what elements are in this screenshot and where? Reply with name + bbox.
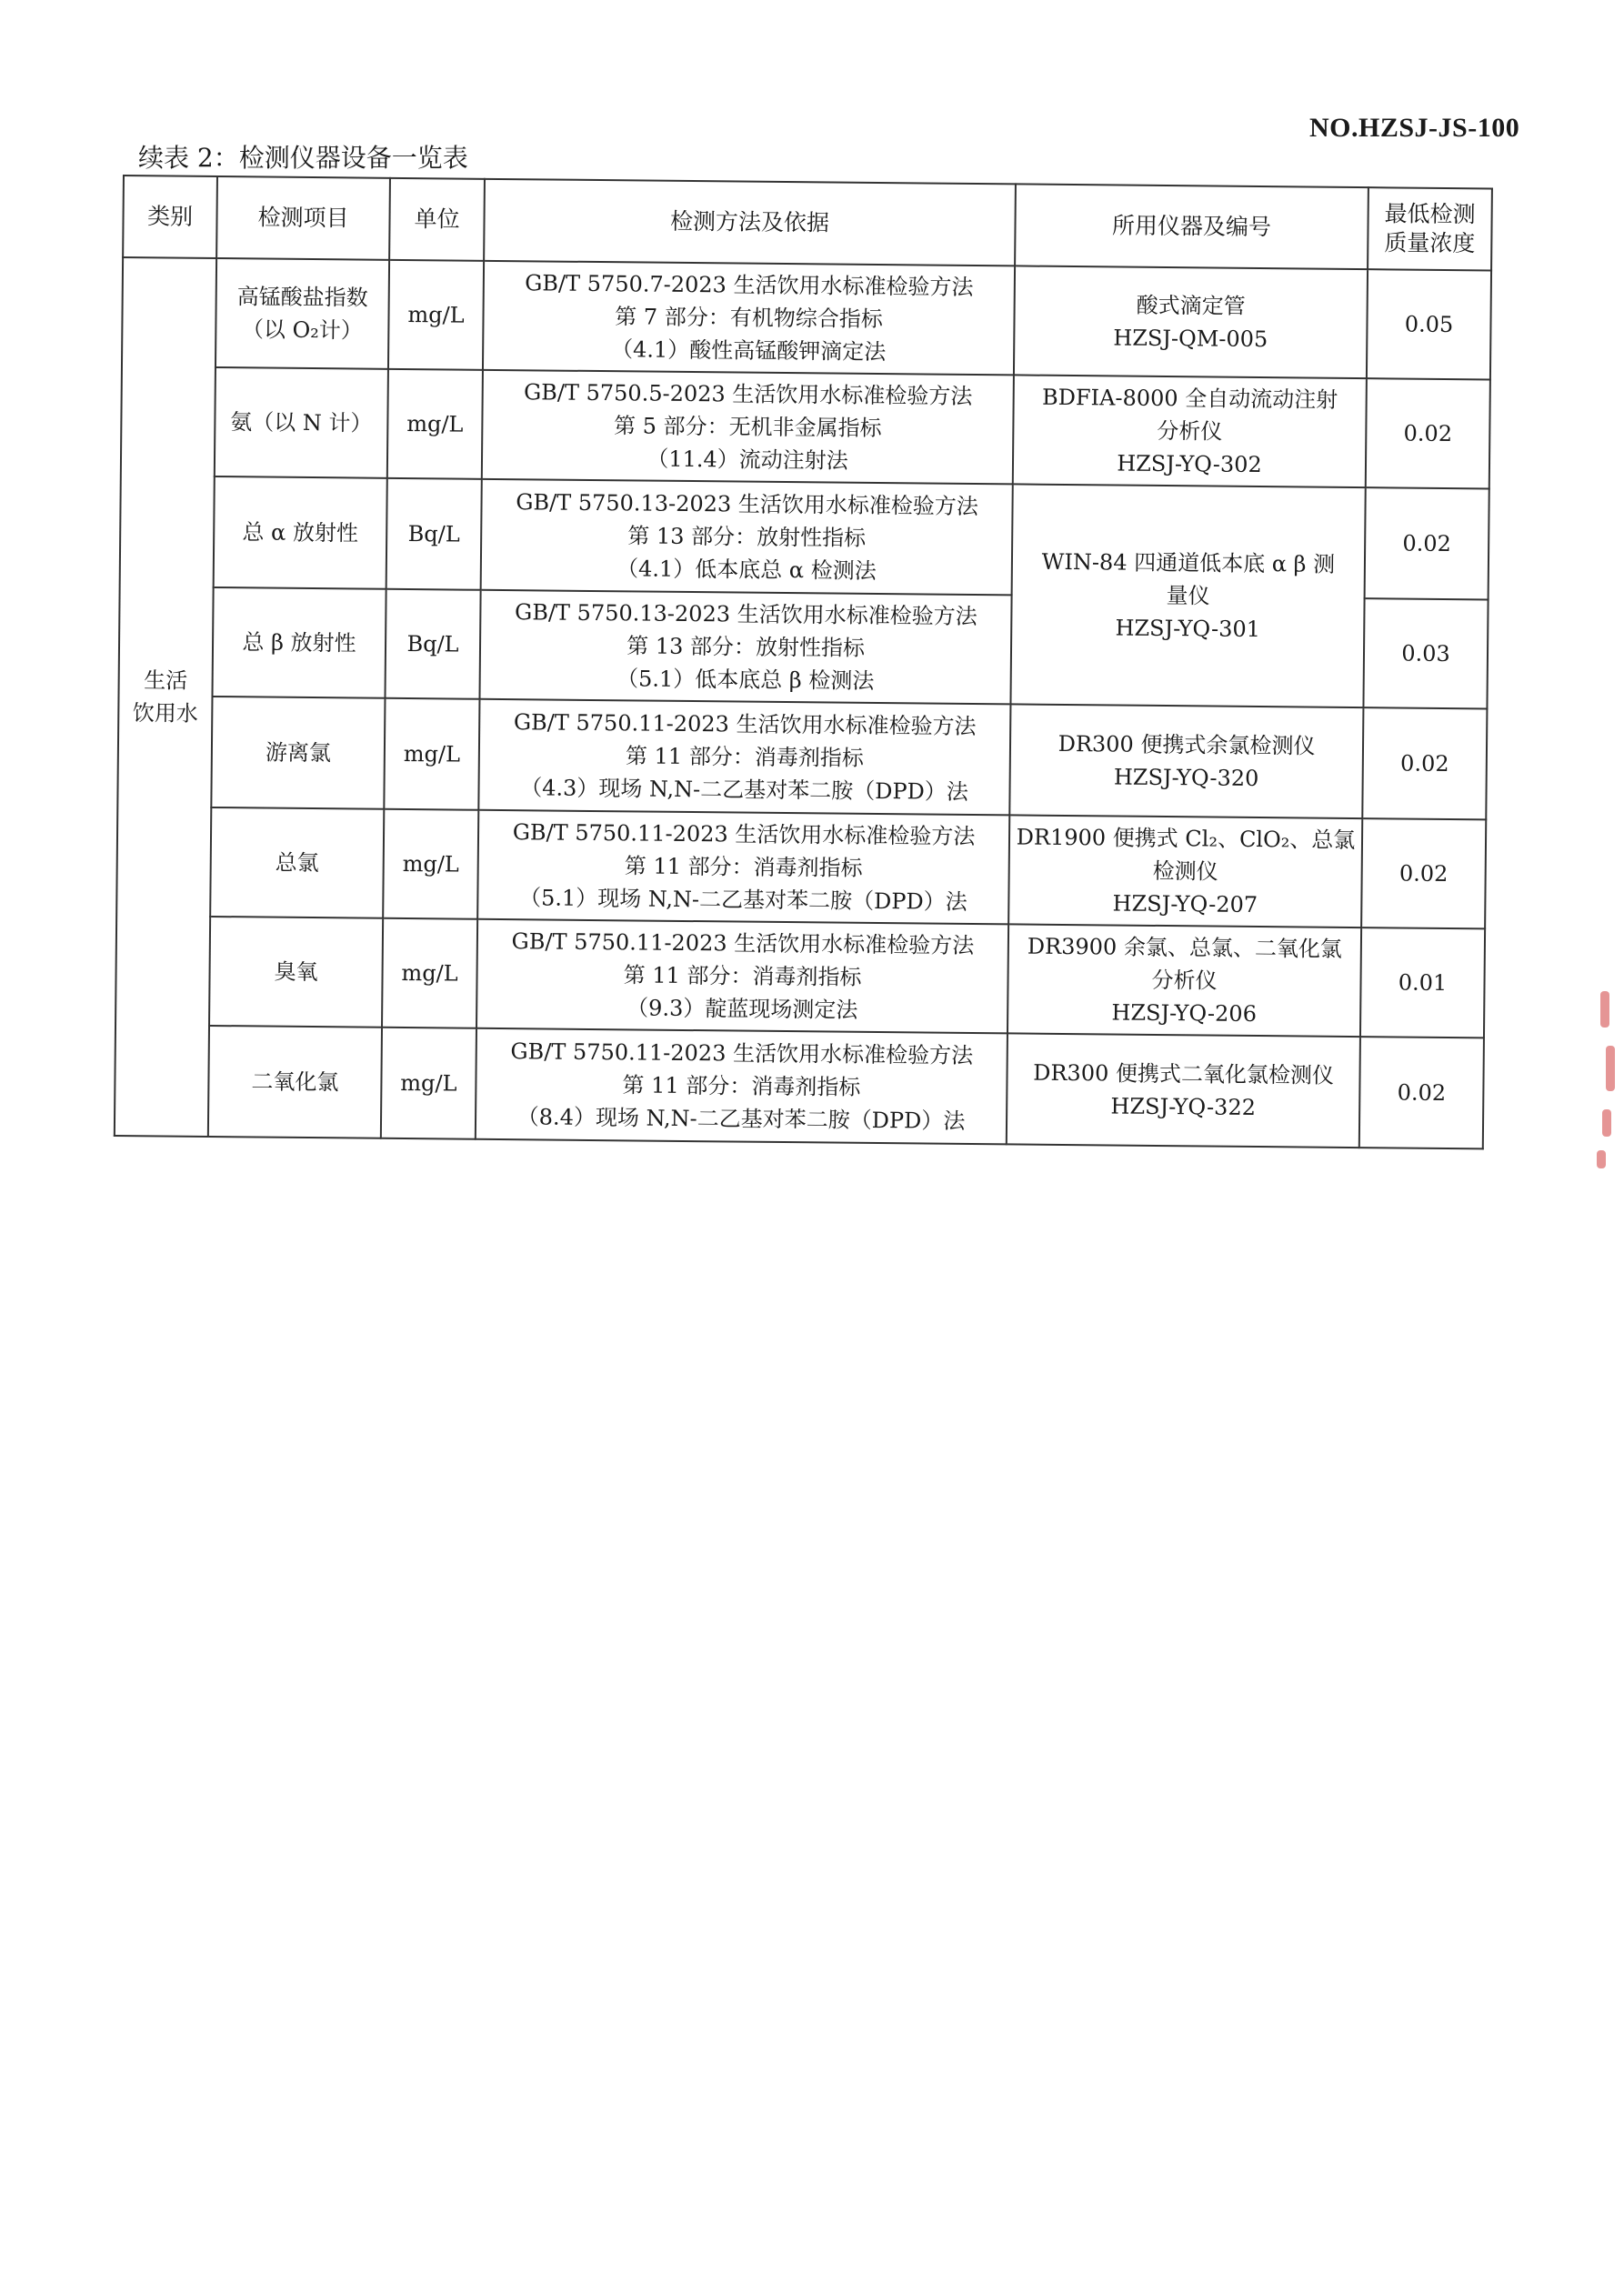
table-header-row xyxy=(123,175,1492,270)
item-line: 氨（以 N 计） xyxy=(230,409,373,436)
item-line: 高锰酸盐指数 xyxy=(236,284,368,311)
category-line: 饮用水 xyxy=(132,700,198,727)
method-line: 第 11 部分：消毒剂指标 xyxy=(624,853,863,881)
instrument-line: DR1900 便携式 Cl₂、ClO₂、总氯 xyxy=(1016,824,1356,854)
header-unit: 单位 xyxy=(389,178,485,261)
instrument-line: DR300 便携式余氯检测仪 xyxy=(1058,730,1316,759)
item-line: （以 O₂计） xyxy=(241,316,363,344)
instrument-cell xyxy=(1013,375,1367,487)
seal-stamp-mark xyxy=(1606,1046,1615,1091)
instrument-cell xyxy=(1010,484,1365,707)
method-cell xyxy=(479,590,1011,705)
item-line: 游离氯 xyxy=(265,739,332,767)
table-row xyxy=(122,257,1491,379)
method-cell xyxy=(476,919,1008,1034)
header-item: 检测项目 xyxy=(216,176,390,260)
method-cell xyxy=(482,370,1014,485)
instrument-line: HZSJ-YQ-302 xyxy=(1117,450,1262,478)
instrument-line: 酸式滴定管 xyxy=(1136,292,1246,319)
instrument-cell xyxy=(1014,266,1368,378)
seal-stamp-mark xyxy=(1600,991,1609,1028)
table-row xyxy=(115,916,1485,1038)
unit-cell: mg/L xyxy=(388,260,484,370)
item-line: 二氧化氯 xyxy=(251,1068,339,1096)
method-line: 第 5 部分：无机非金属指标 xyxy=(613,413,882,442)
unit-cell: Bq/L xyxy=(385,589,480,699)
instrument-line: BDFIA-8000 全自动流动注射 xyxy=(1041,384,1338,413)
instrument-line: HZSJ-YQ-322 xyxy=(1110,1093,1257,1121)
seal-stamp-fragment xyxy=(1593,982,1620,1173)
item-line: 总 α 放射性 xyxy=(242,519,359,546)
method-line: GB/T 5750.11-2023 生活饮用水标准检验方法 xyxy=(512,819,976,850)
instrument-cell xyxy=(1009,704,1363,818)
instrument-line: WIN-84 四通道低本底 α β 测 xyxy=(1041,548,1336,577)
header-min-conc xyxy=(1368,187,1492,270)
min-conc-cell: 0.02 xyxy=(1362,707,1487,819)
header-min-conc-line: 最低检测 xyxy=(1384,200,1476,228)
header-instrument: 所用仪器及编号 xyxy=(1015,184,1368,269)
method-cell xyxy=(476,1028,1007,1145)
min-conc-cell: 0.02 xyxy=(1361,818,1486,928)
table-row xyxy=(115,1025,1484,1148)
method-line: GB/T 5750.7-2023 生活饮用水标准检验方法 xyxy=(525,270,974,300)
table-title: 续表 2：检测仪器设备一览表 xyxy=(138,143,468,173)
method-line: 第 13 部分：放射性指标 xyxy=(627,633,866,661)
instrument-cell xyxy=(1008,815,1362,927)
method-line: 第 11 部分：消毒剂指标 xyxy=(625,743,864,771)
table-row xyxy=(117,696,1487,819)
instrument-line: HZSJ-YQ-207 xyxy=(1112,890,1258,918)
category-line: 生活 xyxy=(144,667,188,694)
method-line: （4.1）酸性高锰酸钾滴定法 xyxy=(610,336,887,366)
item-line: 总氯 xyxy=(275,849,319,877)
instrument-cell xyxy=(1007,924,1361,1037)
min-conc-cell: 0.01 xyxy=(1360,927,1485,1038)
table-row xyxy=(121,366,1490,488)
header-category: 类别 xyxy=(123,175,217,258)
item-cell xyxy=(210,807,384,918)
category-cell xyxy=(115,257,216,1137)
unit-cell: mg/L xyxy=(383,809,478,919)
item-cell xyxy=(216,258,389,369)
item-line: 臭氧 xyxy=(274,958,318,986)
unit-cell: mg/L xyxy=(381,1028,476,1139)
method-line: 第 11 部分：消毒剂指标 xyxy=(623,962,862,990)
min-conc-cell: 0.02 xyxy=(1366,378,1490,488)
item-cell xyxy=(215,367,388,478)
method-line: 第 11 部分：消毒剂指标 xyxy=(622,1072,861,1100)
header-min-conc-line: 质量浓度 xyxy=(1384,229,1476,257)
item-cell xyxy=(208,1026,382,1138)
instrument-line: 分析仪 xyxy=(1157,417,1223,445)
method-line: GB/T 5750.11-2023 生活饮用水标准检验方法 xyxy=(510,1038,974,1069)
method-cell xyxy=(483,261,1015,376)
method-line: 第 7 部分：有机物综合指标 xyxy=(615,304,883,333)
method-line: GB/T 5750.13-2023 生活饮用水标准检验方法 xyxy=(514,599,977,630)
method-cell xyxy=(477,810,1009,925)
method-line: （4.3）现场 N,N-二乙基对苯二胺（DPD）法 xyxy=(520,775,968,805)
instrument-line: 分析仪 xyxy=(1151,967,1218,994)
method-line: GB/T 5750.5-2023 生活饮用水标准检验方法 xyxy=(523,379,973,409)
min-conc-cell: 0.02 xyxy=(1359,1037,1484,1148)
instrument-line: 量仪 xyxy=(1166,583,1210,609)
instrument-line: 检测仪 xyxy=(1152,857,1218,885)
unit-cell: mg/L xyxy=(387,369,483,479)
method-line: （8.4）现场 N,N-二乙基对苯二胺（DPD）法 xyxy=(516,1104,966,1134)
unit-cell: mg/L xyxy=(384,698,479,810)
item-line: 总 β 放射性 xyxy=(242,629,356,657)
method-line: （4.1）低本底总 α 检测法 xyxy=(616,556,877,584)
min-conc-cell: 0.03 xyxy=(1363,598,1488,708)
item-cell xyxy=(214,476,387,589)
unit-cell: mg/L xyxy=(382,918,477,1028)
unit-cell: Bq/L xyxy=(386,478,482,590)
method-line: GB/T 5750.11-2023 生活饮用水标准检验方法 xyxy=(513,709,977,740)
method-line: （11.4）流动注射法 xyxy=(647,446,848,474)
instrument-line: DR3900 余氯、总氯、二氧化氯 xyxy=(1027,933,1343,962)
instrument-line: HZSJ-YQ-301 xyxy=(1115,615,1261,643)
instrument-cell xyxy=(1007,1033,1360,1148)
seal-stamp-mark xyxy=(1597,1150,1606,1168)
method-line: GB/T 5750.13-2023 生活饮用水标准检验方法 xyxy=(516,489,978,520)
instrument-line: HZSJ-YQ-206 xyxy=(1111,999,1258,1028)
document-number: NO.HZSJ-JS-100 xyxy=(1309,113,1520,143)
method-line: GB/T 5750.11-2023 生活饮用水标准检验方法 xyxy=(511,928,975,959)
method-line: （5.1）低本底总 β 检测法 xyxy=(616,666,875,694)
method-line: 第 13 部分：放射性指标 xyxy=(627,523,867,551)
method-line: （5.1）现场 N,N-二乙基对苯二胺（DPD）法 xyxy=(518,885,967,915)
item-cell xyxy=(212,587,386,698)
table-row xyxy=(116,807,1486,928)
instrument-line: HZSJ-YQ-320 xyxy=(1113,764,1259,792)
method-cell xyxy=(478,699,1010,816)
min-conc-cell: 0.02 xyxy=(1365,487,1489,599)
instrument-line: DR300 便携式二氧化氯检测仪 xyxy=(1033,1059,1335,1088)
header-method: 检测方法及依据 xyxy=(484,179,1016,266)
item-cell xyxy=(209,917,383,1028)
instrument-table xyxy=(114,175,1493,1149)
seal-stamp-mark xyxy=(1602,1109,1611,1137)
min-conc-cell: 0.05 xyxy=(1367,269,1491,379)
method-line: （9.3）靛蓝现场测定法 xyxy=(627,995,858,1023)
instrument-line: HZSJ-QM-005 xyxy=(1113,325,1268,353)
table-row xyxy=(120,476,1489,599)
method-cell xyxy=(481,479,1013,596)
item-cell xyxy=(211,697,385,809)
